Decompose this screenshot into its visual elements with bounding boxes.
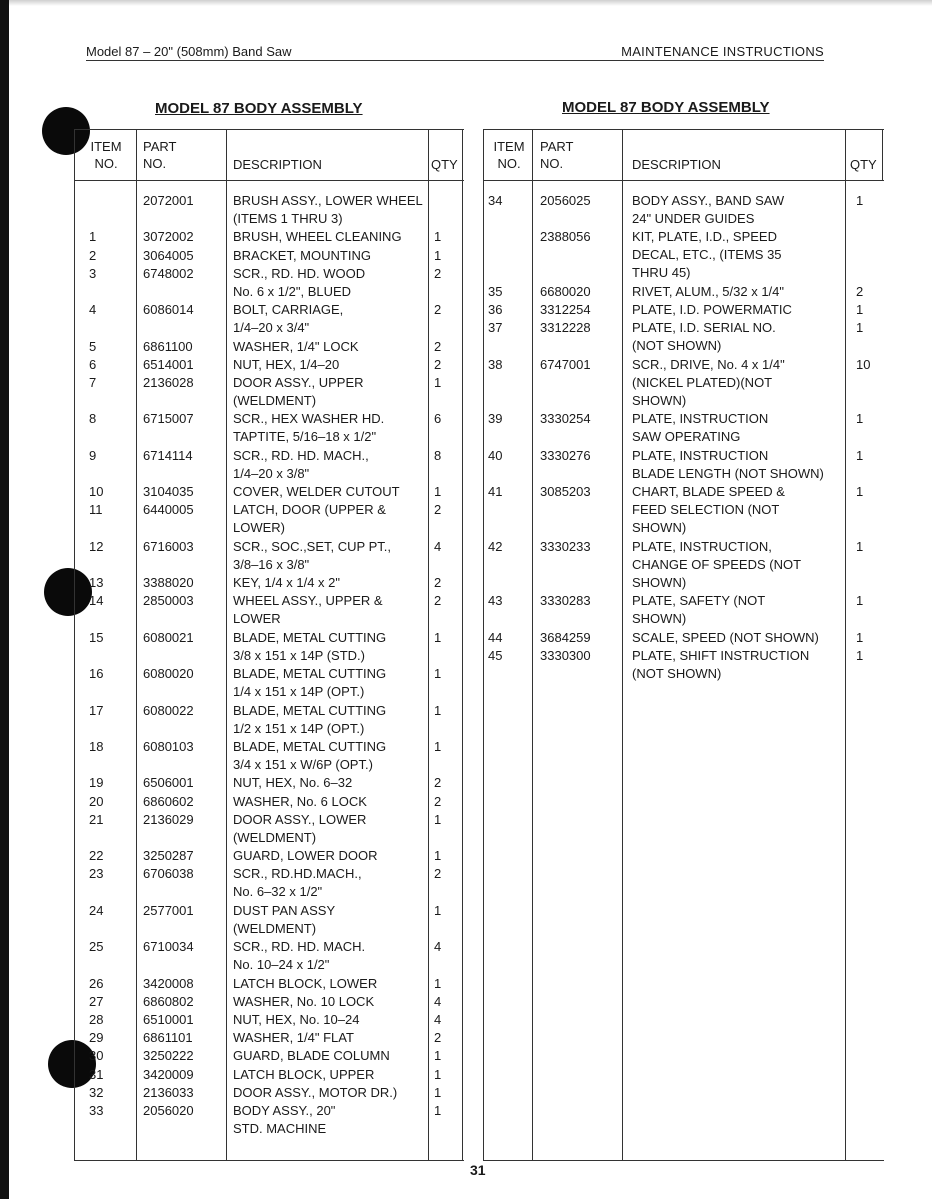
cell-part-no: 3064005 <box>143 247 194 263</box>
col-divider <box>462 130 463 1160</box>
col-header-qty: QTY <box>431 157 458 172</box>
cell-quantity: 1 <box>856 593 864 609</box>
cell-item-no: 4 <box>89 302 97 318</box>
cell-description: COVER, WELDER CUTOUT <box>233 484 400 500</box>
cell-item-no: 23 <box>89 866 104 882</box>
cell-quantity: 2 <box>434 356 442 372</box>
cell-description: SCR., SOC.,SET, CUP PT., 3/8–16 x 3/8" <box>233 538 391 572</box>
cell-quantity: 1 <box>434 975 442 991</box>
cell-description: PLATE, INSTRUCTION, CHANGE OF SPEEDS (NOT SHOWN) <box>632 538 802 590</box>
cell-description: SCR., DRIVE, No. 4 x 1/4" (NICKEL PLATED)(NOT SHOWN) <box>632 356 785 408</box>
cell-part-no: 6716003 <box>143 538 194 554</box>
cell-quantity: 2 <box>434 502 442 518</box>
cell-item-no: 7 <box>89 375 97 390</box>
left-parts-table <box>74 129 464 1161</box>
cell-part-no: 3250222 <box>143 1048 194 1064</box>
cell-item-no: 6 <box>89 356 97 372</box>
cell-part-no: 6080020 <box>143 666 194 682</box>
cell-description: BLADE, METAL CUTTING 1/2 x 151 x 14P (OPT.) <box>233 702 387 736</box>
cell-item-no: 27 <box>89 993 104 1009</box>
cell-part-no: 6680020 <box>540 284 591 299</box>
cell-description: CHART, BLADE SPEED & FEED SELECTION (NOT SHOWN) <box>632 484 785 536</box>
cell-description: BRUSH ASSY., LOWER WHEEL (ITEMS 1 THRU 3) <box>233 193 423 226</box>
page-number: 31 <box>470 1162 486 1178</box>
scan-top-shadow <box>9 0 932 6</box>
cell-item-no: 21 <box>89 811 104 827</box>
cell-description: BODY ASSY., 20" STD. MACHINE <box>233 1103 336 1136</box>
cell-quantity: 1 <box>434 702 442 718</box>
cell-quantity: 1 <box>434 1048 442 1064</box>
cell-description: SCR., RD. HD. WOOD No. 6 x 1/2", BLUED <box>233 265 366 299</box>
cell-description: SCR., RD. HD. MACH. No. 10–24 x 1/2" <box>233 939 366 973</box>
cell-part-no: 3085203 <box>540 484 591 500</box>
cell-part-no: 6080103 <box>143 739 194 754</box>
col-header-part <box>540 138 573 172</box>
cell-description: NUT, HEX, No. 6–32 <box>233 775 353 791</box>
header-section: MAINTENANCE INSTRUCTIONS <box>621 44 824 59</box>
cell-description: PLATE, INSTRUCTION SAW OPERATING <box>632 411 769 445</box>
cell-description: WASHER, 1/4" LOCK <box>233 338 359 354</box>
cell-description: WASHER, 1/4" FLAT <box>233 1030 354 1046</box>
cell-description: KIT, PLATE, I.D., SPEED DECAL, ETC., (ITEMS 35 THRU 45) <box>632 229 782 281</box>
cell-item-no: 3 <box>89 265 97 281</box>
cell-item-no: 31 <box>89 1066 104 1082</box>
cell-part-no: 6860802 <box>143 993 194 1009</box>
cell-description: DOOR ASSY., MOTOR DR.) <box>233 1084 398 1100</box>
cell-part-no: 2056020 <box>143 1103 194 1118</box>
cell-item-no: 38 <box>488 356 503 372</box>
cell-quantity: 2 <box>434 866 442 882</box>
cell-quantity: 1 <box>434 811 442 827</box>
cell-item-no: 10 <box>89 484 104 500</box>
col-divider <box>845 130 846 1160</box>
cell-item-no: 36 <box>488 302 503 318</box>
cell-part-no: 6080021 <box>143 629 194 645</box>
col-header-description: DESCRIPTION <box>632 157 721 172</box>
cell-item-no: 39 <box>488 411 503 427</box>
cell-description: BODY ASSY., BAND SAW 24" UNDER GUIDES <box>632 193 785 226</box>
col-header-qty: QTY <box>850 157 877 172</box>
cell-item-no: 24 <box>89 902 104 918</box>
cell-description: PLATE, I.D. POWERMATIC <box>632 302 792 318</box>
col-divider <box>428 130 429 1160</box>
cell-item-no: 11 <box>89 502 103 518</box>
cell-part-no: 6510001 <box>143 1012 194 1027</box>
cell-item-no: 25 <box>89 939 104 955</box>
cell-description: KEY, 1/4 x 1/4 x 2" <box>233 575 340 591</box>
cell-description: SCR., RD. HD. MACH., 1/4–20 x 3/8" <box>233 447 369 481</box>
cell-quantity: 1 <box>856 411 864 427</box>
col-header-item-text: ITEM NO. <box>493 139 525 171</box>
cell-item-no: 26 <box>89 975 104 991</box>
col-header-description: DESCRIPTION <box>233 157 322 172</box>
header-rule <box>75 180 464 181</box>
cell-quantity: 1 <box>434 902 442 918</box>
cell-part-no: 3684259 <box>540 629 591 645</box>
cell-description: WASHER, No. 6 LOCK <box>233 793 367 809</box>
cell-quantity: 1 <box>434 229 442 245</box>
cell-item-no: 42 <box>488 538 503 554</box>
cell-item-no: 14 <box>89 593 104 609</box>
col-header-part-text: PART NO. <box>540 139 574 171</box>
header-rule <box>484 180 884 181</box>
cell-item-no: 37 <box>488 320 503 336</box>
cell-quantity: 4 <box>434 1012 442 1027</box>
page-header <box>86 42 824 61</box>
scan-edge <box>0 0 9 1199</box>
cell-quantity: 4 <box>434 939 442 955</box>
cell-description: SCR., RD.HD.MACH., No. 6–32 x 1/2" <box>233 866 362 900</box>
cell-item-no: 1 <box>89 229 97 245</box>
cell-description: PLATE, I.D. SERIAL NO. (NOT SHOWN) <box>632 320 776 354</box>
cell-part-no: 6710034 <box>143 939 194 955</box>
cell-quantity: 1 <box>434 666 442 682</box>
cell-item-no: 13 <box>89 575 104 591</box>
col-header-part-text: PART NO. <box>143 139 177 171</box>
cell-item-no: 17 <box>89 702 104 718</box>
cell-part-no: 3330276 <box>540 447 591 463</box>
cell-quantity: 1 <box>856 484 864 500</box>
cell-quantity: 1 <box>434 1084 442 1100</box>
cell-item-no: 40 <box>488 447 503 463</box>
cell-quantity: 4 <box>434 538 442 554</box>
cell-item-no: 34 <box>488 193 503 208</box>
cell-item-no: 15 <box>89 629 104 645</box>
cell-item-no: 33 <box>89 1103 104 1118</box>
cell-part-no: 3312254 <box>540 302 591 318</box>
cell-part-no: 6080022 <box>143 702 194 718</box>
cell-description: BLADE, METAL CUTTING 3/4 x 151 x W/6P (OPT.) <box>233 739 387 772</box>
cell-quantity: 1 <box>434 1103 442 1118</box>
cell-part-no: 6086014 <box>143 302 194 318</box>
col-header-item-text: ITEM NO. <box>90 139 122 171</box>
cell-quantity: 1 <box>434 629 442 645</box>
cell-part-no: 6747001 <box>540 356 591 372</box>
cell-description: SCALE, SPEED (NOT SHOWN) <box>632 629 819 645</box>
cell-part-no: 2056025 <box>540 193 591 208</box>
cell-part-no: 6860602 <box>143 793 194 809</box>
cell-description: LATCH BLOCK, UPPER <box>233 1066 375 1082</box>
cell-quantity: 2 <box>434 302 442 318</box>
cell-part-no: 3330283 <box>540 593 591 609</box>
cell-part-no: 3072002 <box>143 229 194 245</box>
col-header-item <box>488 138 530 172</box>
cell-description: NUT, HEX, No. 10–24 <box>233 1012 360 1027</box>
right-table-title: MODEL 87 BODY ASSEMBLY <box>562 99 770 116</box>
cell-part-no: 3330254 <box>540 411 591 427</box>
cell-quantity: 1 <box>856 302 864 318</box>
cell-item-no: 43 <box>488 593 503 609</box>
cell-description: LATCH BLOCK, LOWER <box>233 975 378 991</box>
cell-part-no: 2850003 <box>143 593 194 609</box>
cell-quantity: 10 <box>856 356 871 372</box>
cell-part-no: 6861101 <box>143 1030 193 1046</box>
cell-item-no: 41 <box>488 484 503 500</box>
cell-description: SCR., HEX WASHER HD. TAPTITE, 5/16–18 x 1/2" <box>233 411 385 445</box>
cell-part-no: 2072001 <box>143 193 194 208</box>
cell-part-no: 2136029 <box>143 811 194 827</box>
cell-item-no: 19 <box>89 775 104 791</box>
cell-quantity: 1 <box>856 447 864 463</box>
cell-item-no: 5 <box>89 338 97 354</box>
cell-description: PLATE, SAFETY (NOT SHOWN) <box>632 593 766 627</box>
cell-item-no: 12 <box>89 538 104 554</box>
cell-item-no: 16 <box>89 666 104 682</box>
header-model: Model 87 – 20" (508mm) Band Saw <box>86 44 292 59</box>
col-divider <box>882 130 883 180</box>
cell-quantity: 1 <box>434 375 442 390</box>
cell-part-no: 2136033 <box>143 1084 194 1100</box>
cell-part-no: 3104035 <box>143 484 194 500</box>
cell-part-no: 3330300 <box>540 648 591 663</box>
cell-part-no: 3420008 <box>143 975 194 991</box>
cell-part-no: 6514001 <box>143 356 194 372</box>
cell-description: BRACKET, MOUNTING <box>233 247 371 263</box>
cell-description: PLATE, INSTRUCTION BLADE LENGTH (NOT SHOWN) <box>632 447 824 481</box>
cell-part-no: 3388020 <box>143 575 194 591</box>
cell-description: WASHER, No. 10 LOCK <box>233 993 375 1009</box>
cell-part-no: 6748002 <box>143 265 194 281</box>
col-divider <box>622 130 623 1160</box>
cell-quantity: 1 <box>856 538 864 554</box>
col-divider <box>532 130 533 1160</box>
cell-quantity: 8 <box>434 447 442 463</box>
cell-quantity: 1 <box>434 848 442 864</box>
cell-description: DUST PAN ASSY (WELDMENT) <box>233 902 336 936</box>
cell-quantity: 2 <box>434 775 442 791</box>
cell-part-no: 6715007 <box>143 411 194 427</box>
cell-quantity: 6 <box>434 411 442 427</box>
cell-description: BLADE, METAL CUTTING 3/8 x 151 x 14P (STD.) <box>233 629 387 663</box>
cell-quantity: 1 <box>434 1066 442 1082</box>
cell-item-no: 18 <box>89 739 104 754</box>
cell-quantity: 1 <box>856 193 864 208</box>
cell-quantity: 2 <box>434 1030 442 1046</box>
cell-item-no: 35 <box>488 284 503 299</box>
cell-item-no: 32 <box>89 1084 104 1100</box>
cell-part-no: 6861100 <box>143 338 193 354</box>
cell-part-no: 2136028 <box>143 375 194 390</box>
cell-quantity: 4 <box>434 993 442 1009</box>
cell-part-no: 2577001 <box>143 902 194 918</box>
cell-description: DOOR ASSY., UPPER (WELDMENT) <box>233 375 364 408</box>
cell-quantity: 2 <box>434 338 442 354</box>
cell-item-no: 29 <box>89 1030 104 1046</box>
cell-item-no: 44 <box>488 629 503 645</box>
col-header-item <box>81 138 131 172</box>
cell-quantity: 1 <box>434 739 442 754</box>
cell-part-no: 6714114 <box>143 447 193 463</box>
cell-part-no: 6440005 <box>143 502 194 518</box>
cell-description: NUT, HEX, 1/4–20 <box>233 356 340 372</box>
cell-item-no: 2 <box>89 247 97 263</box>
cell-part-no: 3420009 <box>143 1066 194 1082</box>
cell-part-no: 6706038 <box>143 866 194 882</box>
cell-item-no: 9 <box>89 447 97 463</box>
cell-description: PLATE, SHIFT INSTRUCTION (NOT SHOWN) <box>632 648 810 681</box>
col-header-part <box>143 138 176 172</box>
cell-description: RIVET, ALUM., 5/32 x 1/4" <box>632 284 785 299</box>
cell-quantity: 2 <box>856 284 864 299</box>
cell-description: GUARD, BLADE COLUMN <box>233 1048 390 1064</box>
cell-quantity: 1 <box>856 648 864 663</box>
cell-quantity: 1 <box>434 484 442 500</box>
cell-item-no: 8 <box>89 411 97 427</box>
cell-item-no: 30 <box>89 1048 104 1064</box>
cell-description: BOLT, CARRIAGE, 1/4–20 x 3/4" <box>233 302 344 336</box>
cell-description: DOOR ASSY., LOWER (WELDMENT) <box>233 811 367 845</box>
cell-quantity: 2 <box>434 793 442 809</box>
cell-part-no: 3330233 <box>540 538 591 554</box>
left-table-title: MODEL 87 BODY ASSEMBLY <box>155 100 363 117</box>
cell-quantity: 1 <box>856 320 864 336</box>
cell-item-no: 45 <box>488 648 503 663</box>
cell-description: LATCH, DOOR (UPPER & LOWER) <box>233 502 386 536</box>
right-parts-table <box>483 129 884 1161</box>
cell-quantity: 1 <box>856 629 864 645</box>
cell-quantity: 1 <box>434 247 442 263</box>
cell-item-no: 22 <box>89 848 104 864</box>
cell-item-no: 28 <box>89 1012 104 1027</box>
cell-part-no: 3312228 <box>540 320 591 336</box>
cell-part-no: 3250287 <box>143 848 194 864</box>
cell-quantity: 2 <box>434 575 442 591</box>
col-divider <box>136 130 137 1160</box>
cell-quantity: 2 <box>434 593 442 609</box>
cell-description: BRUSH, WHEEL CLEANING <box>233 229 402 245</box>
cell-part-no: 6506001 <box>143 775 194 791</box>
col-divider <box>226 130 227 1160</box>
cell-item-no: 20 <box>89 793 104 809</box>
cell-description: GUARD, LOWER DOOR <box>233 848 378 864</box>
cell-description: WHEEL ASSY., UPPER & LOWER <box>233 593 383 627</box>
cell-description: BLADE, METAL CUTTING 1/4 x 151 x 14P (OPT.) <box>233 666 387 700</box>
cell-quantity: 2 <box>434 265 442 281</box>
cell-part-no: 2388056 <box>540 229 591 245</box>
